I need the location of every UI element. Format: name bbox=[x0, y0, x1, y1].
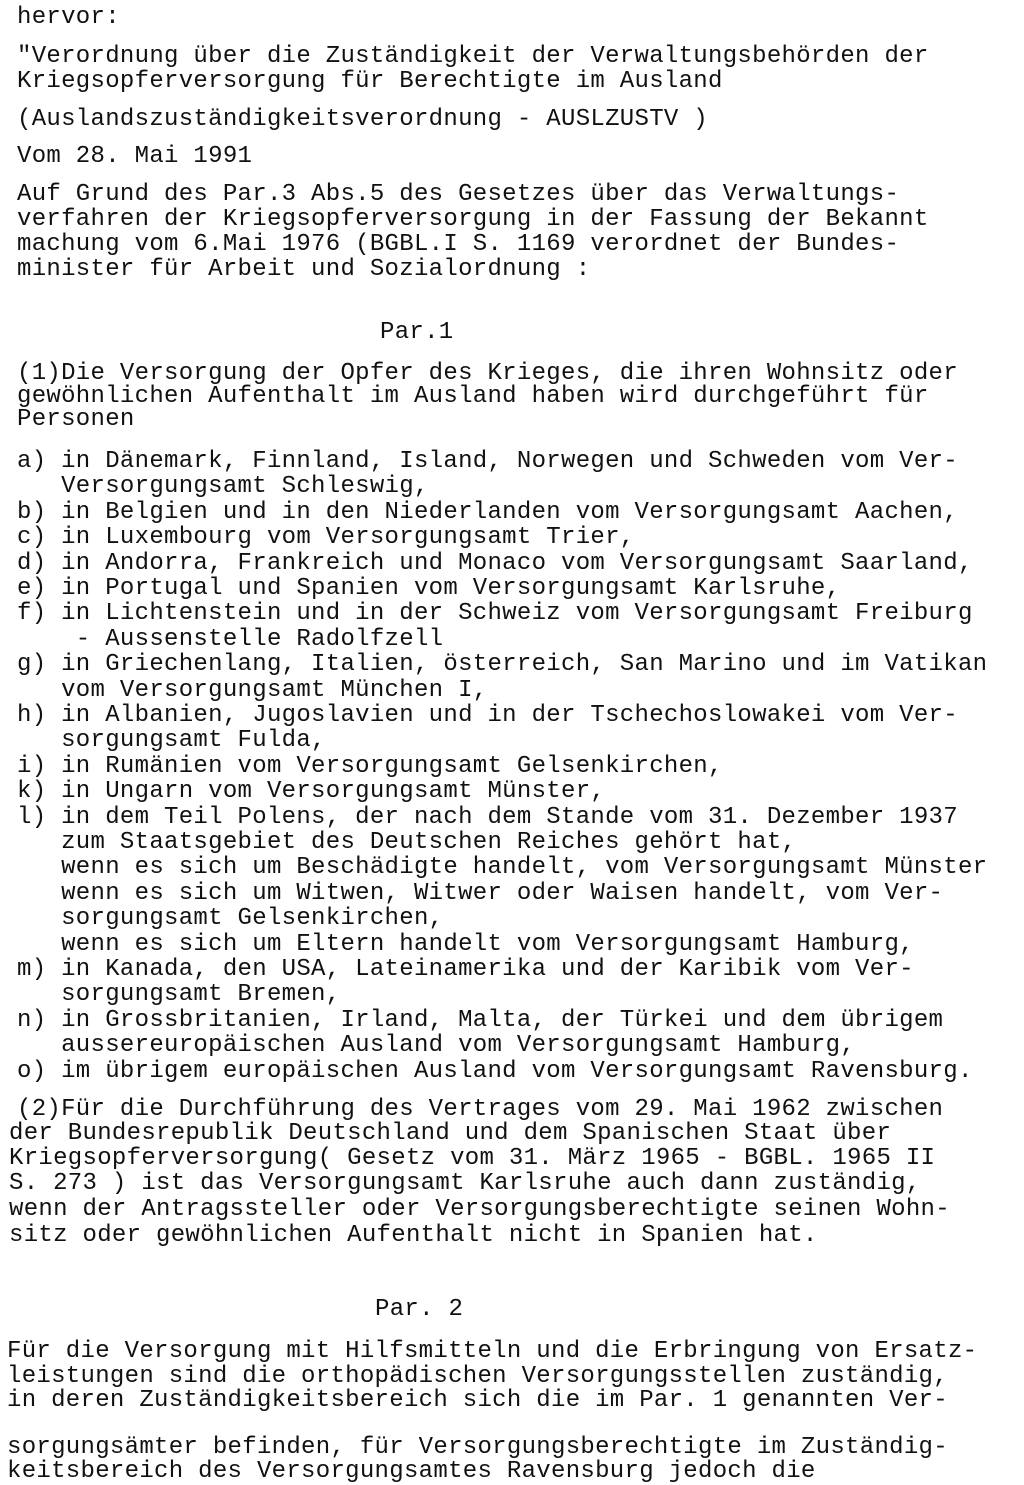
list-item-line: vom Versorgungsamt München I, bbox=[17, 676, 488, 704]
list-item-line: wenn es sich um Eltern handelt vom Versorgungsamt Hamburg, bbox=[17, 930, 914, 958]
paragraph-line: leistungen sind die orthopädischen Versorgungsstellen zuständig, bbox=[7, 1363, 948, 1390]
title-line: Kriegsopferversorgung für Berechtigte im Ausland bbox=[17, 68, 723, 95]
paragraph-line: Kriegsopferversorgung( Gesetz vom 31. März 1965 - BGBL. 1965 II bbox=[9, 1145, 936, 1172]
preamble-line: verfahren der Kriegsopferversorgung in der Fassung der Bekannt bbox=[17, 206, 929, 233]
list-item-line: zum Staatsgebiet des Deutschen Reiches gehört hat, bbox=[17, 829, 797, 856]
title-line: "Verordnung über die Zuständigkeit der Verwaltungsbehörden der bbox=[17, 43, 929, 70]
paragraph-line: S. 273 ) ist das Versorgungsamt Karlsruhe auch dann zuständig, bbox=[9, 1170, 921, 1197]
list-item-line: b) in Belgien und in den Niederlanden vom Versorgungsamt Aachen, bbox=[17, 498, 958, 526]
section-heading-par2: Par. 2 bbox=[375, 1296, 464, 1323]
preamble-line: machung vom 6.Mai 1976 (BGBL.I S. 1169 verordnet der Bundes- bbox=[17, 231, 900, 258]
list-item-line: wenn es sich um Witwen, Witwer oder Waisen handelt, vom Ver- bbox=[17, 879, 944, 907]
list-item-line: a) in Dänemark, Finnland, Island, Norwegen und Schweden vom Ver- bbox=[17, 448, 958, 475]
paragraph-line: sorgungsämter befinden, für Versorgungsberechtigte im Zuständig- bbox=[7, 1434, 948, 1461]
list-item-line: - Aussenstelle Radolfzell bbox=[17, 625, 444, 653]
preamble-line: minister für Arbeit und Sozialordnung : bbox=[17, 256, 591, 283]
paragraph-line: Personen bbox=[17, 406, 135, 433]
paragraph-line: in deren Zuständigkeitsbereich sich die im Par. 1 genannten Ver- bbox=[7, 1387, 948, 1414]
preamble-line: Auf Grund des Par.3 Abs.5 des Gesetzes über das Verwaltungs- bbox=[17, 181, 900, 208]
list-item-line: n) in Grossbritanien, Irland, Malta, der Türkei und dem übrigem bbox=[17, 1006, 944, 1034]
list-item-line: m) in Kanada, den USA, Lateinamerika und der Karibik vom Ver- bbox=[17, 956, 914, 983]
list-item-line: o) im übrigem europäischen Ausland vom Versorgungsamt Ravensburg. bbox=[17, 1057, 973, 1085]
list-item-line: Versorgungsamt Schleswig, bbox=[17, 473, 429, 501]
list-item-line: wenn es sich um Beschädigte handelt, vom Versorgungsamt Münster bbox=[17, 854, 988, 882]
paragraph-line: Für die Versorgung mit Hilfsmitteln und die Erbringung von Ersatz- bbox=[7, 1338, 978, 1365]
paragraph-line: sitz oder gewöhnlichen Aufenthalt nicht in Spanien hat. bbox=[9, 1222, 818, 1249]
paragraph-line: (2)Für die Durchführung des Vertrages vom 29. Mai 1962 zwischen bbox=[17, 1096, 944, 1123]
section-heading-par1: Par.1 bbox=[380, 319, 454, 346]
paragraph-line: der Bundesrepublik Deutschland und dem Spanischen Staat über bbox=[9, 1120, 892, 1147]
list-item-line: k) in Ungarn vom Versorgungsamt Münster, bbox=[17, 778, 606, 806]
list-item-line: sorgungsamt Fulda, bbox=[17, 727, 326, 755]
short-title: (Auslandszuständigkeitsverordnung - AUSLZUSTV ) bbox=[17, 106, 709, 133]
list-item-line: f) in Lichtenstein und in der Schweiz vom Versorgungsamt Freiburg bbox=[17, 600, 973, 628]
paragraph-line: keitsbereich des Versorgungsamtes Ravensburg jedoch die bbox=[7, 1458, 816, 1485]
date-line: Vom 28. Mai 1991 bbox=[17, 143, 253, 170]
list-item-line: i) in Rumänien vom Versorgungsamt Gelsenkirchen, bbox=[17, 752, 723, 780]
list-item-line: c) in Luxembourg vom Versorgungsamt Trier, bbox=[17, 524, 635, 552]
list-item-line: h) in Albanien, Jugoslavien und in der Tschechoslowakei vom Ver- bbox=[17, 702, 958, 729]
list-item-line: e) in Portugal und Spanien vom Versorgungsamt Karlsruhe, bbox=[17, 575, 841, 602]
list-item-line: sorgungsamt Bremen, bbox=[17, 981, 341, 1009]
lead-text: hervor: bbox=[17, 4, 120, 31]
list-item-line: d) in Andorra, Frankreich und Monaco vom Versorgungsamt Saarland, bbox=[17, 549, 973, 577]
paragraph-line: gewöhnlichen Aufenthalt im Ausland haben wird durchgeführt für bbox=[17, 383, 929, 410]
list-item-line: sorgungsamt Gelsenkirchen, bbox=[17, 905, 444, 933]
paragraph-line: wenn der Antragssteller oder Versorgungsberechtigte seinen Wohn- bbox=[9, 1196, 950, 1223]
list-item-line: g) in Griechenlang, Italien, österreich, San Marino und im Vatikan bbox=[17, 651, 988, 679]
list-item-line: l) in dem Teil Polens, der nach dem Stande vom 31. Dezember 1937 bbox=[17, 803, 958, 831]
list-item-line: aussereuropäischen Ausland vom Versorgungsamt Hamburg, bbox=[17, 1032, 856, 1060]
paragraph-line: (1)Die Versorgung der Opfer des Krieges, die ihren Wohnsitz oder bbox=[17, 360, 958, 387]
